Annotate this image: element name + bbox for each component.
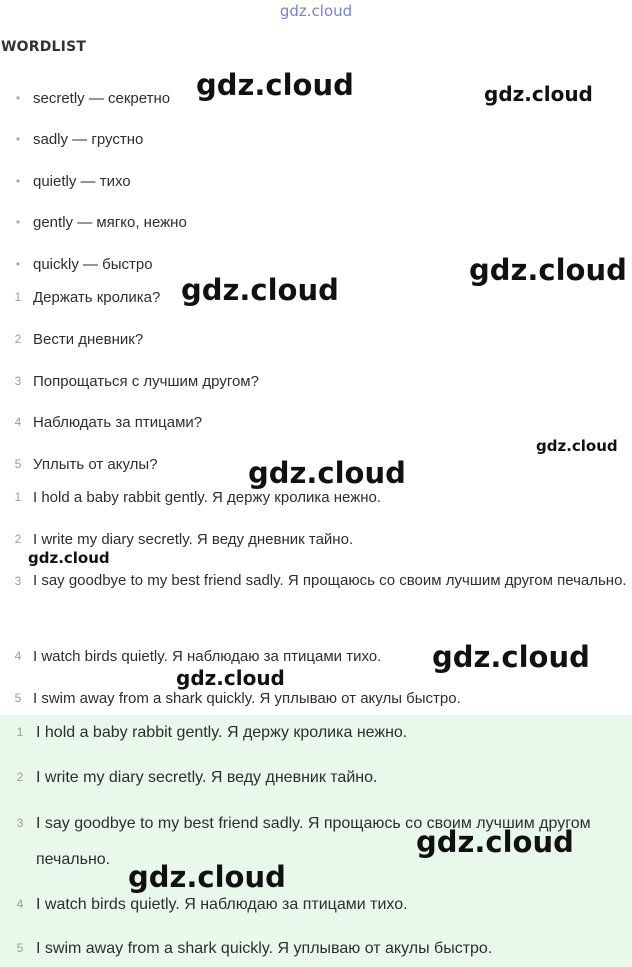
answer-text: I swim away from a shark quickly. Я уплываю от акулы быстро. — [33, 690, 461, 707]
watermark: gdz.cloud — [248, 456, 406, 490]
site-logo-text[interactable]: gdz.cloud — [279, 2, 353, 20]
item-number: 1 — [16, 725, 24, 739]
answer-text: I hold a baby rabbit gently. Я держу кролика нежно. — [33, 489, 382, 506]
item-number: 2 — [14, 332, 22, 346]
item-number: 5 — [14, 691, 22, 705]
answer-text: I watch birds quietly. Я наблюдаю за птицами тихо. — [33, 648, 382, 665]
question-text: Наблюдать за птицами? — [33, 414, 203, 431]
item-number: 4 — [14, 649, 22, 663]
item-number: 2 — [16, 770, 24, 784]
wordlist-heading: WORDLIST — [1, 39, 87, 55]
answer-text: I say goodbye to my best friend sadly. Я прощаюсь со своим лучшим другом печально. — [33, 572, 627, 589]
watermark: gdz.cloud — [181, 273, 339, 307]
answer-text: I write my diary secretly. Я веду дневник тайно. — [36, 769, 378, 786]
answer-text: I write my diary secretly. Я веду дневник тайно. — [33, 531, 354, 548]
item-number: 1 — [14, 490, 22, 504]
bullet-icon: • — [15, 91, 21, 105]
item-number: 1 — [14, 290, 22, 304]
item-number: 4 — [14, 415, 22, 429]
wordlist-item-text: sadly — грустно — [33, 131, 144, 148]
wordlist-item-text: quickly — быстро — [33, 256, 153, 273]
question-text: Держать кролика? — [33, 289, 161, 306]
item-number: 2 — [14, 532, 22, 546]
item-number: 4 — [16, 897, 24, 911]
wordlist-item-text: gently — мягко, нежно — [33, 214, 187, 231]
watermark: gdz.cloud — [128, 860, 286, 894]
answer-text: I watch birds quietly. Я наблюдаю за птицами тихо. — [36, 896, 408, 913]
question-text: Попрощаться с лучшим другом? — [33, 373, 259, 390]
item-number: 5 — [14, 457, 22, 471]
bullet-icon: • — [15, 257, 21, 271]
item-number: 3 — [14, 374, 22, 388]
item-number: 5 — [16, 941, 24, 955]
item-number: 3 — [14, 574, 22, 588]
item-number: 3 — [16, 816, 24, 830]
watermark: gdz.cloud — [416, 825, 574, 859]
wordlist-item-text: quietly — тихо — [33, 173, 131, 190]
answer-text: I say goodbye to my best friend sadly. Я прощаюсь со своим лучшим другом печально. — [36, 815, 591, 868]
answer-text: I swim away from a shark quickly. Я уплываю от акулы быстро. — [36, 940, 493, 957]
watermark: gdz.cloud — [432, 640, 590, 674]
watermark: gdz.cloud — [484, 82, 593, 106]
bullet-icon: • — [15, 215, 21, 229]
wordlist-item-text: secretly — секретно — [33, 90, 171, 107]
answer-text: I hold a baby rabbit gently. Я держу кролика нежно. — [36, 724, 408, 741]
watermark: gdz.cloud — [469, 253, 627, 287]
bullet-icon: • — [15, 132, 21, 146]
watermark: gdz.cloud — [176, 666, 285, 690]
watermark: gdz.cloud — [536, 437, 618, 455]
question-text: Уплыть от акулы? — [33, 456, 158, 473]
watermark: gdz.cloud — [196, 68, 354, 102]
watermark: gdz.cloud — [28, 549, 110, 567]
question-text: Вести дневник? — [33, 331, 144, 348]
bullet-icon: • — [15, 174, 21, 188]
